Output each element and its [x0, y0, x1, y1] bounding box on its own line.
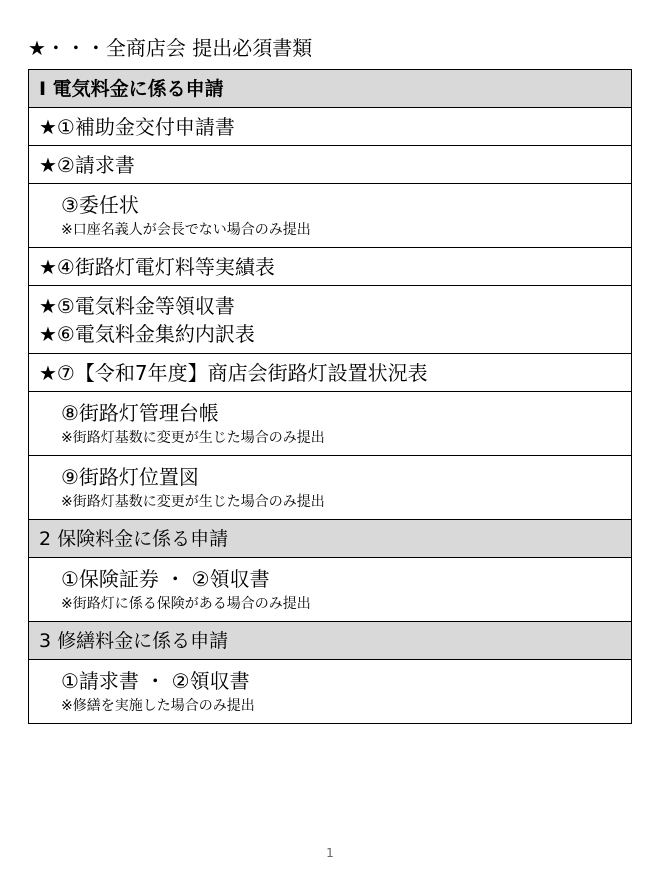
document-title: ★・・・全商店会 提出必須書類 — [28, 36, 313, 60]
required-documents-table — [28, 69, 632, 724]
item-note: ※街路灯に係る保険がある場合のみ提出 — [61, 596, 311, 612]
item-label-second: ★⑥電気料金集約内訳表 — [39, 321, 255, 346]
section-heading: 2 保険料金に係る申請 — [39, 527, 229, 550]
section-heading: 3 修繕料金に係る申請 — [39, 629, 229, 652]
table-row — [29, 146, 632, 184]
item-label: ③委任状 — [61, 193, 139, 217]
table-row — [29, 286, 632, 354]
item-label: ①保険証券 ・ ②領収書 — [61, 567, 270, 591]
item-note: ※修繕を実施した場合のみ提出 — [61, 698, 255, 714]
table-row — [29, 558, 632, 622]
table-row — [29, 456, 632, 520]
item-label: ★②請求書 — [39, 152, 135, 177]
table-row — [29, 660, 632, 724]
section-header-insurance — [29, 520, 632, 558]
section-header-repair — [29, 622, 632, 660]
table-row — [29, 184, 632, 248]
table-row — [29, 248, 632, 286]
section-header-electricity — [29, 70, 632, 108]
item-label: ★④街路灯電灯料等実績表 — [39, 254, 275, 279]
item-label: ①請求書 ・ ②領収書 — [61, 669, 250, 693]
table-row — [29, 354, 632, 392]
item-label: ★⑤電気料金等領収書 — [39, 293, 235, 318]
item-label: ⑨街路灯位置図 — [61, 465, 199, 489]
item-label: ★⑦【令和7年度】商店会街路灯設置状況表 — [39, 360, 428, 385]
page-number: 1 — [326, 846, 334, 860]
item-note: ※街路灯基数に変更が生じた場合のみ提出 — [61, 494, 325, 510]
item-label: ★①補助金交付申請書 — [39, 114, 235, 139]
item-note: ※街路灯基数に変更が生じた場合のみ提出 — [61, 430, 325, 446]
table-row — [29, 108, 632, 146]
table-row — [29, 392, 632, 456]
section-heading: Ⅰ 電気料金に係る申請 — [39, 77, 224, 100]
item-label: ⑧街路灯管理台帳 — [61, 401, 219, 425]
item-note: ※口座名義人が会長でない場合のみ提出 — [61, 222, 311, 238]
